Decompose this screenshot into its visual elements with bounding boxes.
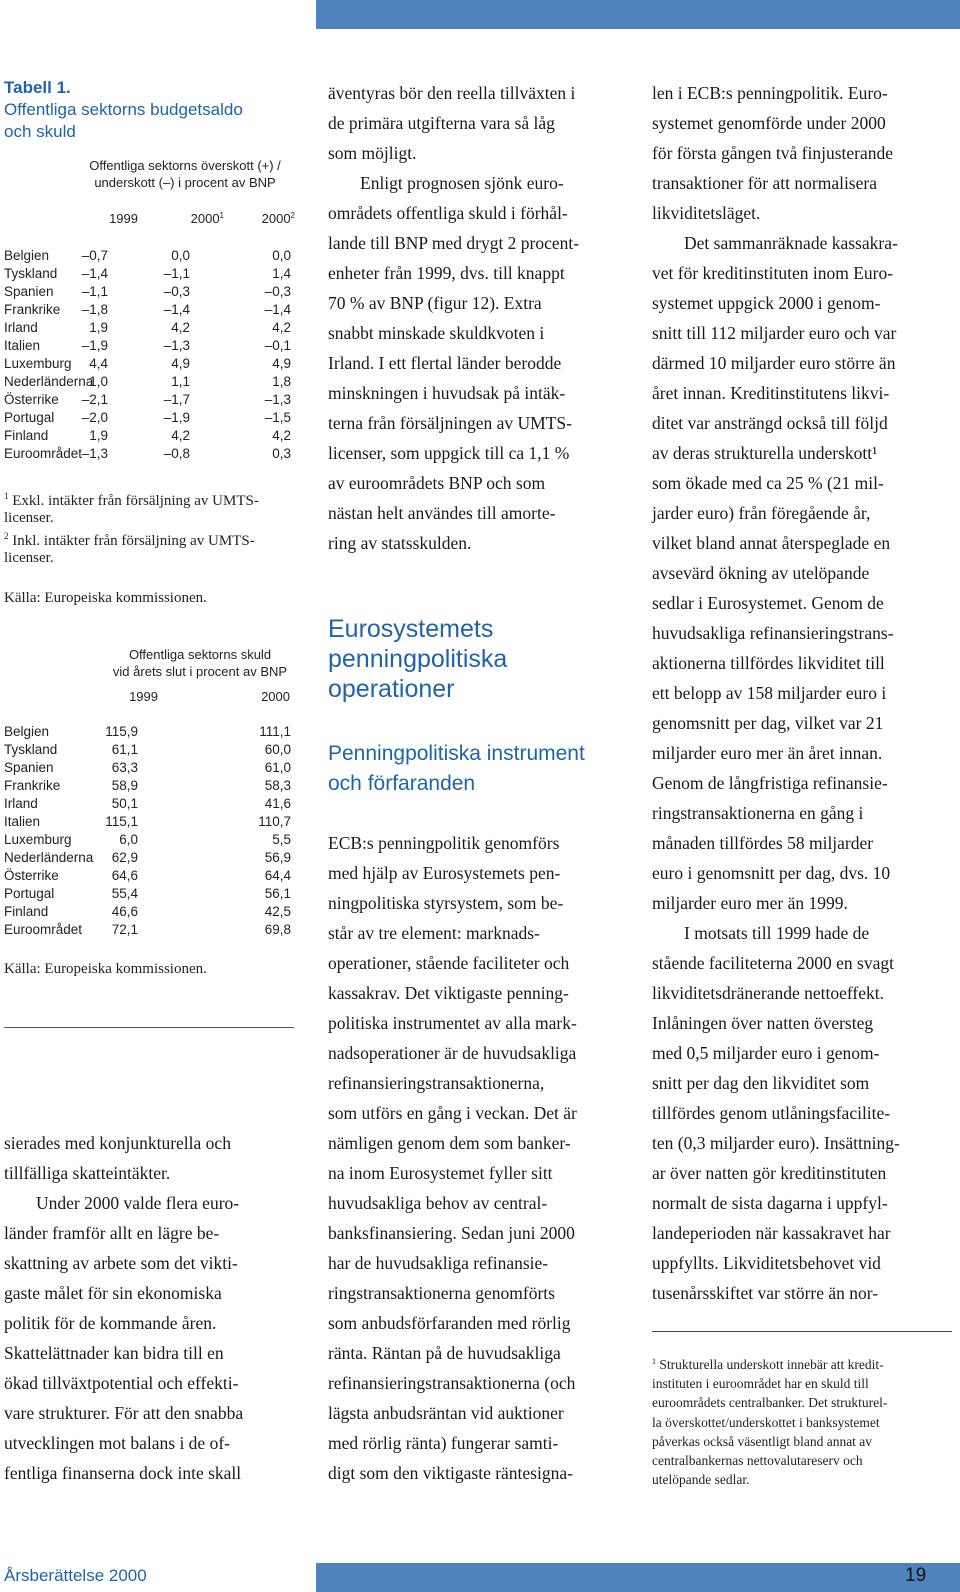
value-2000: 56,1: [264, 886, 291, 901]
text-line: politiska instrumentet av alla mark-: [328, 1013, 577, 1033]
text-line: lande till BNP med drygt 2 procent-: [328, 233, 580, 253]
text-line: äventyras bör den reella tillväxten i: [328, 83, 576, 103]
footnote-line: påverkas också väsentligt bland annat av: [652, 1433, 873, 1449]
table-row: [4, 248, 300, 266]
footnote-line: utelöpande sedlar.: [652, 1472, 750, 1488]
footer-publication-title: Årsberättelse 2000: [4, 1566, 147, 1585]
text-line: som utförs en gång i veckan. Det är: [328, 1103, 577, 1123]
value-2000-incl: –1,3: [264, 392, 291, 407]
value-1999: 1,0: [89, 374, 108, 389]
table-row: [4, 374, 300, 392]
column3-body-text: [652, 78, 900, 1308]
value-1999: –1,8: [81, 302, 108, 317]
table-row: [4, 724, 300, 742]
table-row: [4, 868, 300, 886]
table-row: [4, 886, 300, 904]
value-2000: 41,6: [264, 796, 291, 811]
text-line: ränta. Räntan på de huvudsakliga: [328, 1343, 561, 1363]
country-name: Portugal: [4, 886, 55, 901]
text-line: gaste målet för sin ekonomiska: [4, 1283, 222, 1303]
value-1999: 115,1: [105, 814, 138, 829]
table1-year-3: 2000$^2$: [261, 211, 295, 226]
text-line: ditet var ansträngd också till följd: [652, 413, 888, 433]
text-line: likviditetsläget.: [652, 203, 761, 223]
table1-caption-line2: underskott (–) i procent av BNP: [94, 175, 276, 190]
text-line: na inom Eurosystemet fyller sitt: [328, 1163, 553, 1183]
text-line: nästan helt användes till amorte-: [328, 503, 556, 523]
value-1999: –1,3: [81, 446, 108, 461]
text-line: licenser, som uppgick till ca 1,1 %: [328, 443, 570, 463]
text-line: Enligt prognosen sjönk euro-: [360, 173, 564, 193]
footnote-line: la överskottet/underskottet i banksystemet: [652, 1414, 880, 1430]
text-line: Inlåningen över natten översteg: [652, 1013, 874, 1033]
table2-year-2: 2000: [261, 689, 290, 704]
text-line: terna från försäljningen av UMTS-: [328, 413, 572, 433]
country-name: Belgien: [4, 724, 50, 739]
table2-caption: [100, 646, 300, 680]
value-1999: 50,1: [111, 796, 138, 811]
table-title: [4, 77, 243, 143]
top-color-bar: [316, 0, 960, 29]
value-1999: 64,6: [111, 868, 138, 883]
text-line: lägsta anbudsräntan vid auktioner: [328, 1403, 564, 1423]
value-2000: 111,1: [259, 724, 291, 739]
country-name: Österrike: [4, 868, 59, 883]
text-line: fentliga finanserna dock inte skall: [4, 1463, 242, 1483]
value-2000-excl: –0,8: [163, 446, 190, 461]
table2-caption-line1: Offentliga sektorns skuld: [128, 647, 272, 662]
text-line: länder framför allt en lägre be-: [4, 1223, 220, 1243]
value-2000: 69,8: [264, 922, 291, 937]
table-row: [4, 392, 300, 410]
subheading-line: och förfaranden: [328, 772, 476, 795]
text-line: månaden tillfördes 58 miljarder: [652, 833, 874, 853]
text-line: skattning av arbete som det vikti-: [4, 1253, 238, 1273]
text-line: ten (0,3 miljarder euro). Insättning-: [652, 1133, 900, 1153]
table-row: [4, 778, 300, 796]
text-line: I motsats till 1999 hade de: [684, 923, 870, 943]
value-2000-incl: 4,9: [272, 356, 291, 371]
text-line: nadsoperationer är de huvudsakliga: [328, 1043, 577, 1063]
table2-caption-line2: vid årets slut i procent av BNP: [112, 664, 288, 679]
section-divider: [4, 1027, 294, 1028]
value-2000-incl: 4,2: [272, 428, 291, 443]
table-number: Tabell 1.: [4, 78, 71, 97]
text-line: områdets offentliga skuld i förhål-: [328, 203, 568, 223]
value-2000-incl: 4,2: [272, 320, 291, 335]
value-1999: –2,0: [81, 410, 108, 425]
table1-caption-line1: Offentliga sektorns överskott (+) /: [89, 158, 281, 173]
value-2000-incl: 1,8: [272, 374, 291, 389]
footnote: [652, 1352, 952, 1489]
country-name: Luxemburg: [4, 832, 72, 847]
table-title-line1: Offentliga sektorns budgetsaldo: [4, 100, 243, 119]
country-name: Frankrike: [4, 302, 61, 317]
table-title-line2: och skuld: [4, 122, 76, 141]
value-1999: 62,9: [111, 850, 138, 865]
text-line: står av tre element: marknads-: [328, 923, 540, 943]
value-2000: 110,7: [258, 814, 291, 829]
value-1999: 4,4: [89, 356, 108, 371]
value-1999: –0,7: [81, 248, 108, 263]
text-line: uppfyllts. Likviditetsbehovet vid: [652, 1253, 881, 1273]
country-name: Portugal: [4, 410, 55, 425]
country-name: Nederländerna: [4, 374, 94, 389]
country-name: Italien: [4, 338, 41, 353]
text-line: av deras strukturella underskott¹: [652, 443, 878, 463]
table1-note-1: $^1$ Exkl. intäkter från försäljning av UMTS- licenser.: [4, 491, 259, 526]
value-2000-incl: –0,3: [264, 284, 291, 299]
table-row: [4, 284, 300, 302]
text-line: snitt per dag den likviditet som: [652, 1073, 870, 1093]
column2-body-text-top: [328, 78, 579, 558]
value-2000: 5,5: [272, 832, 291, 847]
text-line: Irland. I ett flertal länder berodde: [328, 353, 562, 373]
value-2000-incl: –1,5: [264, 410, 291, 425]
footnote-divider: [652, 1331, 952, 1332]
text-line: för första gången två finjusterande: [652, 143, 894, 163]
text-line: vare strukturer. För att den snabba: [4, 1403, 244, 1423]
value-1999: 58,9: [111, 778, 138, 793]
text-line: euro i genomsnitt per dag, dvs. 10: [652, 863, 891, 883]
text-line: sierades med konjunkturella och: [4, 1133, 231, 1153]
footnote-line: centralbankernas nettovalutareserv och: [652, 1453, 863, 1469]
country-name: Spanien: [4, 284, 54, 299]
country-name: Spanien: [4, 760, 54, 775]
value-2000-incl: 1,4: [272, 266, 291, 281]
value-2000-excl: –1,1: [163, 266, 190, 281]
value-2000-excl: –1,7: [163, 392, 190, 407]
country-name: Euroområdet: [4, 922, 83, 937]
table1-caption: [70, 157, 300, 191]
text-line: minskningen i huvudsak på intäk-: [328, 383, 566, 403]
text-line: tillfälliga skatteintäkter.: [4, 1163, 171, 1183]
value-2000: 60,0: [264, 742, 291, 757]
text-line: miljarder euro mer än 1999.: [652, 893, 848, 913]
text-line: sedlar i Eurosystemet. Genom de: [652, 593, 884, 613]
value-1999: 46,6: [111, 904, 138, 919]
value-2000-incl: 0,0: [272, 248, 291, 263]
text-line: snabbt minskade skuldkvoten i: [328, 323, 545, 343]
table-row: [4, 428, 300, 446]
value-2000: 42,5: [264, 904, 291, 919]
text-line: tillfördes genom utlåningsfacilite-: [652, 1103, 891, 1123]
table-row: [4, 922, 300, 940]
value-1999: 63,3: [111, 760, 138, 775]
footnote-text: Strukturella underskott innebär att kredit-: [659, 1357, 884, 1372]
text-line: likviditetsdränerande nettoeffekt.: [652, 983, 884, 1003]
bottom-color-bar: [316, 1563, 960, 1592]
text-line: avsevärd ökning av utelöpande: [652, 563, 870, 583]
text-line: systemet genomförde under 2000: [652, 113, 886, 133]
text-line: Det sammanräknade kassakra-: [684, 233, 898, 253]
table1-year-1: 1999: [109, 211, 138, 226]
value-1999: 72,1: [111, 922, 138, 937]
country-name: Finland: [4, 904, 49, 919]
text-line: len i ECB:s penningpolitik. Euro-: [652, 83, 888, 103]
table-row: [4, 796, 300, 814]
country-name: Österrike: [4, 392, 59, 407]
value-2000: 61,0: [264, 760, 291, 775]
text-line: operationer, stående faciliteter och: [328, 953, 570, 973]
column1-body-text: [4, 1128, 243, 1488]
text-line: banksfinansiering. Sedan juni 2000: [328, 1223, 575, 1243]
value-2000-excl: 1,1: [171, 374, 190, 389]
footnote-line: [652, 1352, 952, 1374]
value-2000-excl: 0,0: [171, 248, 190, 263]
heading-line: penningpolitiska: [328, 645, 508, 673]
text-line: ring av statsskulden.: [328, 533, 472, 553]
value-2000-excl: –0,3: [163, 284, 190, 299]
text-line: ar över natten gör kreditinstituten: [652, 1163, 887, 1183]
text-line: Skattelättnader kan bidra till en: [4, 1343, 224, 1363]
value-2000: 56,9: [264, 850, 291, 865]
table-row: [4, 320, 300, 338]
value-2000-excl: 4,2: [171, 320, 190, 335]
value-1999: 1,9: [89, 428, 108, 443]
country-name: Tyskland: [4, 266, 58, 281]
table-row: [4, 338, 300, 356]
country-name: Finland: [4, 428, 49, 443]
text-line: med 0,5 miljarder euro i genom-: [652, 1043, 880, 1063]
text-line: av euroområdets BNP och som: [328, 473, 546, 493]
table1-source: Källa: Europeiska kommissionen.: [4, 590, 207, 606]
table-row: [4, 266, 300, 284]
table-row: [4, 356, 300, 374]
text-line: ningpolitiska styrsystem, som be-: [328, 893, 564, 913]
column2-body-text-bottom: [328, 828, 577, 1488]
value-2000-incl: 0,3: [272, 446, 291, 461]
text-line: snitt till 112 miljarder euro och var: [652, 323, 897, 343]
heading-line: operationer: [328, 675, 455, 703]
text-line: refinansieringstransaktionerna (och: [328, 1373, 576, 1393]
text-line: normalt de sista dagarna i uppfyl-: [652, 1193, 888, 1213]
country-name: Tyskland: [4, 742, 58, 757]
table-row: [4, 410, 300, 428]
section-heading: [328, 614, 507, 704]
table-row: [4, 850, 300, 868]
text-line: vet för kreditinstituten inom Euro-: [652, 263, 894, 283]
text-line: landeperioden när kassakravet har: [652, 1223, 891, 1243]
text-line: utvecklingen mot balans i de of-: [4, 1433, 230, 1453]
footnote-marker: 1: [652, 1357, 656, 1366]
text-line: enheter från 1999, dvs. till knappt: [328, 263, 565, 283]
text-line: året innan. Kreditinstitutens likvi-: [652, 383, 890, 403]
text-line: miljarder euro mer än året innan.: [652, 743, 883, 763]
table1-year-2: 2000$^1$: [190, 211, 224, 226]
table-row: [4, 446, 300, 464]
country-name: Irland: [4, 320, 38, 335]
value-1999: 6,0: [119, 832, 138, 847]
table-row: [4, 832, 300, 850]
text-line: som anbudsförfaranden med rörlig: [328, 1313, 571, 1333]
text-line: politik för de kommande åren.: [4, 1313, 217, 1333]
subheading-line: Penningpolitiska instrument: [328, 742, 585, 765]
text-line: ett belopp av 158 miljarder euro i: [652, 683, 887, 703]
table-row: [4, 302, 300, 320]
value-1999: –1,1: [81, 284, 108, 299]
subsection-heading: [328, 739, 585, 799]
value-2000: 64,4: [264, 868, 291, 883]
text-line: ringstransaktionerna genomförts: [328, 1283, 555, 1303]
table2-year-1: 1999: [129, 689, 158, 704]
text-line: nämligen genom dem som banker-: [328, 1133, 571, 1153]
text-line: som möjligt.: [328, 143, 417, 163]
country-name: Irland: [4, 796, 38, 811]
heading-line: Eurosystemets: [328, 615, 494, 643]
text-line: aktionerna tillfördes likviditet till: [652, 653, 885, 673]
text-line: kassakrav. Det viktigaste penning-: [328, 983, 569, 1003]
text-line: ringstransaktionerna en gång i: [652, 803, 864, 823]
table1-note-2: $^2$ Inkl. intäkter från försäljning av UMTS- licenser.: [4, 531, 255, 566]
text-line: ökad tillväxtpotential och effekti-: [4, 1373, 239, 1393]
text-line: med hjälp av Eurosystemets pen-: [328, 863, 561, 883]
text-line: ECB:s penningpolitik genomförs: [328, 833, 560, 853]
text-line: transaktioner för att normalisera: [652, 173, 877, 193]
text-line: har de huvudsakliga refinansie-: [328, 1253, 549, 1273]
footnote-line: instituten i euroområdet har en skuld till: [652, 1376, 869, 1392]
value-1999: –1,4: [81, 266, 108, 281]
value-2000-excl: 4,9: [171, 356, 190, 371]
text-line: systemet uppgick 2000 i genom-: [652, 293, 881, 313]
text-line: vilket bland annat återspeglade en: [652, 533, 891, 553]
table-row: [4, 814, 300, 832]
country-name: Luxemburg: [4, 356, 72, 371]
value-2000-excl: –1,3: [163, 338, 190, 353]
country-name: Nederländerna: [4, 850, 94, 865]
text-line: huvudsakliga refinansieringstrans-: [652, 623, 894, 643]
value-1999: 55,4: [111, 886, 138, 901]
value-2000-excl: 4,2: [171, 428, 190, 443]
value-2000-incl: –0,1: [264, 338, 291, 353]
text-line: tusenårsskiftet var större än nor-: [652, 1283, 879, 1303]
table-row: [4, 742, 300, 760]
text-line: genomsnitt per dag, vilket var 21: [652, 713, 884, 733]
value-1999: 115,9: [105, 724, 138, 739]
country-name: Italien: [4, 814, 41, 829]
country-name: Euroområdet: [4, 446, 83, 461]
country-name: Frankrike: [4, 778, 61, 793]
value-2000-excl: –1,9: [163, 410, 190, 425]
text-line: Genom de långfristiga refinansie-: [652, 773, 888, 793]
text-line: Under 2000 valde flera euro-: [36, 1193, 240, 1213]
value-2000: 58,3: [264, 778, 291, 793]
footnote-line: euroområdets centralbanker. Det strukturel-: [652, 1395, 888, 1411]
text-line: stående faciliteterna 2000 en svagt: [652, 953, 894, 973]
text-line: jarder euro) från föregående år,: [652, 503, 871, 523]
text-line: refinansieringstransaktionerna,: [328, 1073, 545, 1093]
page-number: 19: [905, 1565, 927, 1586]
text-line: de primära utgifterna vara så låg: [328, 113, 555, 133]
value-2000-excl: –1,4: [163, 302, 190, 317]
text-line: digt som den viktigaste räntesigna-: [328, 1463, 573, 1483]
country-name: Belgien: [4, 248, 50, 263]
text-line: som ökade med ca 25 % (21 mil-: [652, 473, 884, 493]
value-2000-incl: –1,4: [264, 302, 291, 317]
table2-source: Källa: Europeiska kommissionen.: [4, 961, 207, 977]
value-1999: –2,1: [81, 392, 108, 407]
table-row: [4, 904, 300, 922]
text-line: huvudsakliga behov av central-: [328, 1193, 548, 1213]
value-1999: –1,9: [81, 338, 108, 353]
value-1999: 1,9: [89, 320, 108, 335]
value-1999: 61,1: [111, 742, 138, 757]
text-line: med rörlig ränta) fungerar samti-: [328, 1433, 559, 1453]
text-line: därmed 10 miljarder euro större än: [652, 353, 896, 373]
table-row: [4, 760, 300, 778]
text-line: 70 % av BNP (figur 12). Extra: [328, 293, 542, 313]
